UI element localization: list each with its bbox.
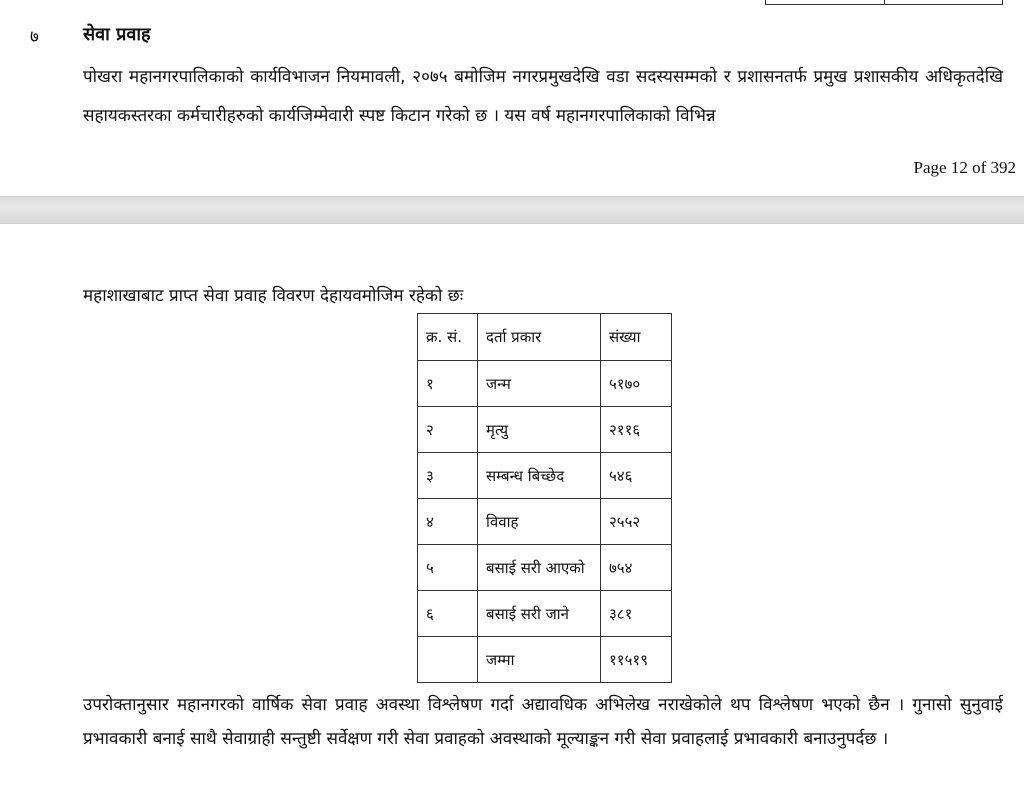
cell-serial: १	[418, 361, 478, 407]
header-serial: क्र. सं.	[418, 314, 478, 361]
cell-type: बसाई सरी जाने	[478, 591, 601, 637]
cell-count: ३८१	[601, 591, 672, 637]
cell-serial: ४	[418, 499, 478, 545]
table-fragment-divider	[884, 0, 885, 4]
cell-type: सम्बन्ध बिच्छेद	[478, 453, 601, 499]
section-number: ७	[30, 27, 39, 47]
page-top	[0, 0, 1024, 196]
conclusion-paragraph: उपरोक्तानुसार महानगरको वार्षिक सेवा प्रवाह अवस्था विश्लेषण गर्दा अद्यावधिक अभिलेख नराखेकोले थप विश्लेषण भएको छैन । गुनासो सुनुवाई प्रभावकारी बनाई साथै सेवाग्राही सन्तुष्टी सर्वेक्षण गरी सेवा प्रवाहको अवस्थाको मूल्याङ्कन गरी सेवा प्रवाहलाई प्रभावकारी बनाउनुपर्दछ ।	[83, 695, 1003, 749]
table-row	[418, 545, 672, 591]
table-header-row	[418, 314, 672, 361]
cell-serial	[418, 637, 478, 683]
cell-total-label: जम्मा	[478, 637, 601, 683]
header-registration-type: दर्ता प्रकार	[478, 314, 601, 361]
cell-serial: ६	[418, 591, 478, 637]
cell-count: ७५४	[601, 545, 672, 591]
table-row	[418, 591, 672, 637]
section-paragraph: पोखरा महानगरपालिकाको कार्यविभाजन नियमावली, २०७५ बमोजिम नगरप्रमुखदेखि वडा सदस्यसम्मको र प्रशासनतर्फ प्रमुख प्रशासकीय अधिकृतदेखि सहायकस्तरका कर्मचारीहरुको कार्यजिम्मेवारी स्पष्ट किटान गरेको छ । यस वर्ष महानगरपालिकाको विभिन्न	[83, 67, 1003, 126]
page-number-label: Page 12 of 392	[913, 158, 1016, 177]
cell-count: २५५२	[601, 499, 672, 545]
cell-serial: ५	[418, 545, 478, 591]
cell-count: २११६	[601, 407, 672, 453]
table-fragment-previous	[765, 0, 1003, 5]
cell-type: विवाह	[478, 499, 601, 545]
cell-type: मृत्यु	[478, 407, 601, 453]
cell-count: ५४६	[601, 453, 672, 499]
cell-serial: २	[418, 407, 478, 453]
cell-total-count: ११५१९	[601, 637, 672, 683]
table-intro: महाशाखाबाट प्राप्त सेवा प्रवाह विवरण देहायवमोजिम रहेको छः	[83, 286, 464, 306]
table-row	[418, 361, 672, 407]
cell-count: ५१७०	[601, 361, 672, 407]
page-break-gap	[0, 196, 1024, 224]
header-count: संख्या	[601, 314, 672, 361]
cell-type: जन्म	[478, 361, 601, 407]
cell-type: बसाई सरी आएको	[478, 545, 601, 591]
table-total-row	[418, 637, 672, 683]
service-delivery-table	[417, 313, 672, 683]
cell-serial: ३	[418, 453, 478, 499]
section-title: सेवा प्रवाह	[83, 24, 151, 45]
table-row	[418, 407, 672, 453]
table-row	[418, 499, 672, 545]
table-row	[418, 453, 672, 499]
